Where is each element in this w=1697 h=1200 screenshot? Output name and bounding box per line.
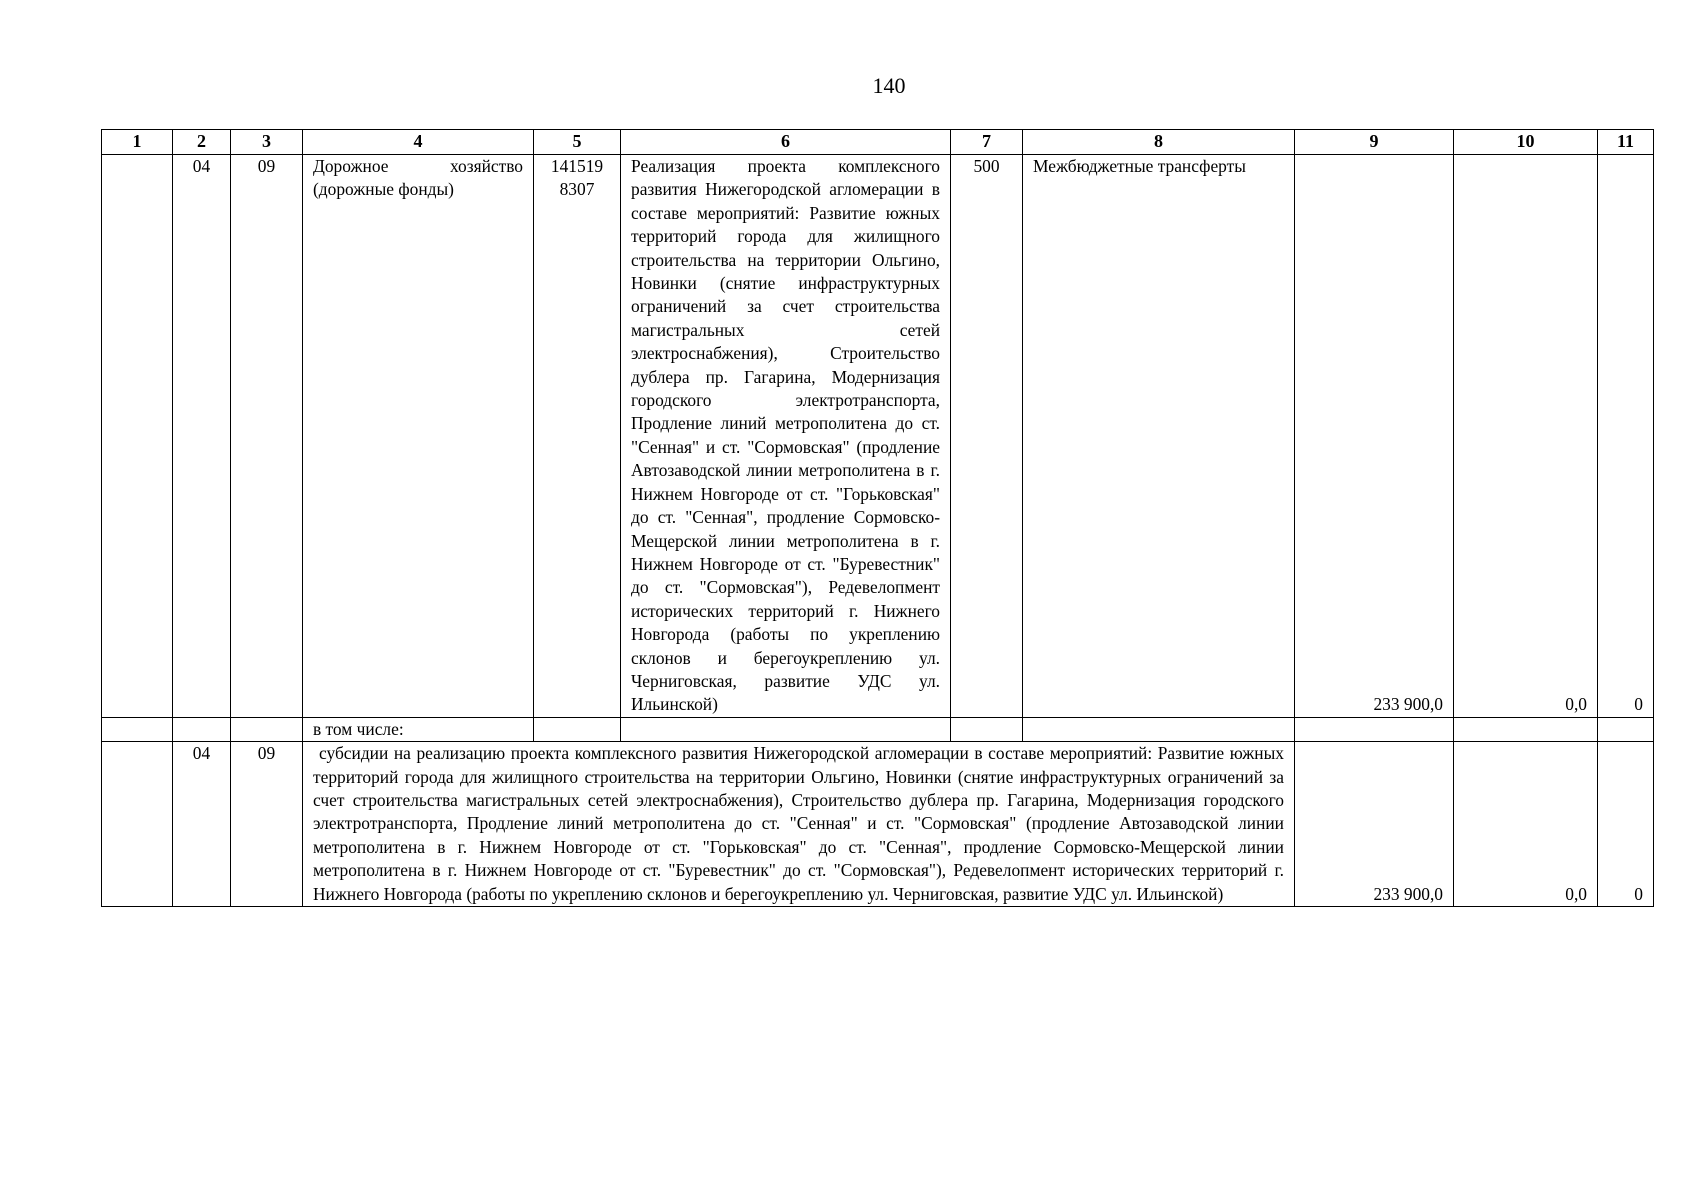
cell-col1: [102, 717, 173, 741]
cell-col9: [1295, 717, 1454, 741]
cell-amount-2: 0,0: [1454, 155, 1598, 718]
cell-expense-name: Межбюджетные трансферты: [1023, 155, 1295, 718]
header-col-6: 6: [621, 130, 951, 155]
header-col-1: 1: [102, 130, 173, 155]
cell-target-name: Реализация проекта комплексного развития Нижегородской агломерации в составе мероприятий: Развитие южных территорий города для жилищного строительства на территории Ольгино, Новинки (снятие инфраструктурных ограничений за счет строительства магистральных сетей электроснабжения), Строительство дублера пр. Гагарина, Модернизация городского электротранспорта, Продление линий метрополитена до ст. "Сенная" и ст. "Сормовская" (продление Автозаводской линии метрополитена в г. Нижнем Новгороде от ст. "Горьковская" до ст. "Сенная", продление Сормовско-Мещерской линии метрополитена в г. Нижнем Новгороде от ст. "Буревестник" до ст. "Сормовская"), Редевелопмент исторических территорий г. Нижнего Новгорода (работы по укреплению склонов и берегоукреплению ул. Черниговская, развитие УДС ул. Ильинской): [621, 155, 951, 718]
header-col-11: 11: [1598, 130, 1654, 155]
cell-section-code: 04: [173, 155, 231, 718]
cell-amount-3: 0: [1598, 155, 1654, 718]
cell-col2: [173, 717, 231, 741]
table-row-including: [102, 717, 1654, 741]
cell-col8: [1023, 717, 1295, 741]
header-col-10: 10: [1454, 130, 1598, 155]
header-col-4: 4: [303, 130, 534, 155]
header-col-2: 2: [173, 130, 231, 155]
cell-amount-1: 233 900,0: [1295, 742, 1454, 907]
header-row: [102, 130, 1654, 155]
cell-subsidy-text: субсидии на реализацию проекта комплексного развития Нижегородской агломерации в составе мероприятий: Развитие южных территорий города для жилищного строительства на территории Ольгино, Новинки (снятие инфраструктурных ограничений за счет строительства магистральных сетей электроснабжения), Строительство дублера пр. Гагарина, Модернизация городского электротранспорта, Продление линий метрополитена до ст. "Сенная" и ст. "Сормовская" (продление Автозаводской линии метрополитена в г. Нижнем Новгороде от ст. "Горьковская" до ст. "Сенная", продление Сормовско-Мещерской линии метрополитена в г. Нижнем Новгороде от ст. "Буревестник" до ст. "Сормовская"), Редевелопмент исторических территорий г. Нижнего Новгорода (работы по укреплению склонов и берегоукреплению ул. Черниговская, развитие УДС ул. Ильинской): [303, 742, 1295, 907]
budget-table: [101, 129, 1654, 907]
cell-col5: [534, 717, 621, 741]
target-code-line2: 8307: [559, 179, 595, 200]
cell-col1: [102, 155, 173, 718]
cell-col7: [951, 717, 1023, 741]
cell-section-code: 04: [173, 742, 231, 907]
cell-expense-code: 500: [951, 155, 1023, 718]
header-col-9: 9: [1295, 130, 1454, 155]
cell-amount-1: 233 900,0: [1295, 155, 1454, 718]
cell-col11: [1598, 717, 1654, 741]
cell-col3: [231, 717, 303, 741]
cell-section-name: Дорожное хозяйство (дорожные фонды): [303, 155, 534, 718]
cell-including-label: в том числе:: [303, 717, 534, 741]
header-col-7: 7: [951, 130, 1023, 155]
header-col-8: 8: [1023, 130, 1295, 155]
cell-target-code: [534, 155, 621, 718]
cell-col1: [102, 742, 173, 907]
page-number: 140: [872, 73, 906, 98]
cell-subsection-code: 09: [231, 155, 303, 718]
cell-amount-3: 0: [1598, 742, 1654, 907]
cell-amount-2: 0,0: [1454, 742, 1598, 907]
cell-col6: [621, 717, 951, 741]
header-col-5: 5: [534, 130, 621, 155]
target-code-line1: 141519: [550, 156, 604, 176]
table-row-subsidy: [102, 742, 1654, 907]
header-col-3: 3: [231, 130, 303, 155]
table-row-main: [102, 155, 1654, 718]
cell-subsection-code: 09: [231, 742, 303, 907]
cell-col10: [1454, 717, 1598, 741]
